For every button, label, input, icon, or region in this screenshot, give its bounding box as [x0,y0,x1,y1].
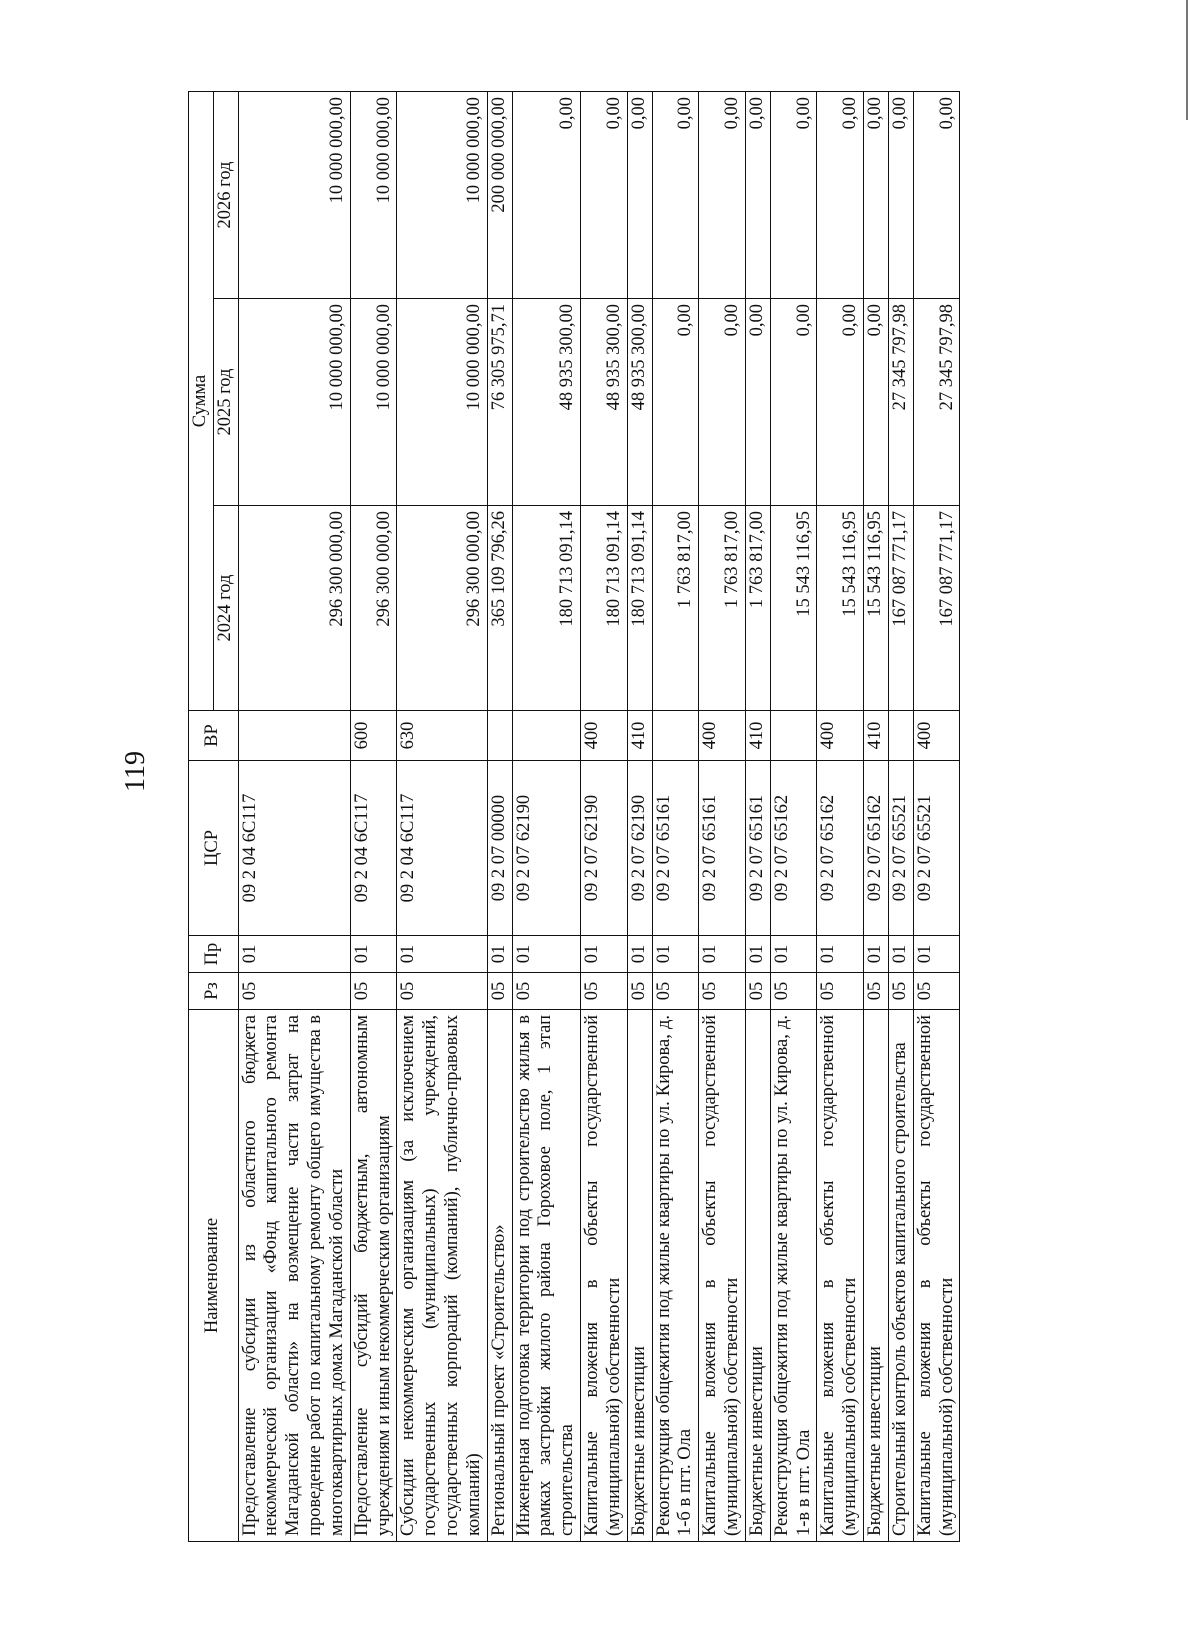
row-csr: 09 2 07 62190 [512,761,580,936]
header-vr: ВР [189,711,239,761]
row-vr: 410 [745,711,770,761]
row-name: Капитальные вложения в объекты государственной (муниципальной) собственности [913,1010,960,1542]
row-2026: 0,00 [913,91,960,298]
row-vr: 400 [699,711,746,761]
header-rz: Рз [189,973,239,1010]
table-row [913,91,960,1541]
table-row [888,91,913,1541]
row-2024: 1 763 817,00 [652,506,699,711]
row-pr: 01 [581,936,628,973]
row-2025: 48 935 300,00 [581,299,628,506]
row-vr: 400 [817,711,864,761]
row-rz: 05 [238,973,350,1010]
row-2025: 0,00 [770,299,817,506]
row-2024: 180 713 091,14 [512,506,580,711]
row-vr: 630 [397,711,487,761]
row-2025: 0,00 [864,299,889,506]
header-sum: Сумма [189,91,214,710]
row-pr: 01 [487,936,512,973]
row-2025: 10 000 000,00 [397,299,487,506]
table-row [864,91,889,1541]
row-vr: 600 [350,711,397,761]
row-csr: 09 2 07 65162 [864,761,889,936]
rotated-table-container [188,92,1200,1542]
row-vr [888,711,913,761]
row-name: Капитальные вложения в объекты государственной (муниципальной) собственности [699,1010,746,1542]
row-2025: 0,00 [699,299,746,506]
header-2026: 2026 год [213,91,238,298]
row-vr [238,711,350,761]
row-2024: 15 543 116,95 [817,506,864,711]
row-2026: 0,00 [888,91,913,298]
row-2024: 167 087 771,17 [888,506,913,711]
row-2025: 0,00 [652,299,699,506]
row-2026: 10 000 000,00 [397,91,487,298]
row-2024: 296 300 000,00 [397,506,487,711]
row-rz: 05 [397,973,487,1010]
row-2024: 180 713 091,14 [581,506,628,711]
row-2025: 48 935 300,00 [627,299,652,506]
row-csr: 09 2 04 6С117 [238,761,350,936]
header-2024: 2024 год [213,506,238,711]
row-rz: 05 [699,973,746,1010]
row-csr: 09 2 07 62190 [627,761,652,936]
row-2024: 1 763 817,00 [699,506,746,711]
row-rz: 05 [652,973,699,1010]
row-name: Субсидии некоммерческим организациям (за исключением государственных (муниципальных) учреждений, государственных корпораций (компаний), публично-правовых компаний) [397,1010,487,1542]
row-name: Бюджетные инвестиции [745,1010,770,1542]
row-2024: 296 300 000,00 [238,506,350,711]
header-name: Наименование [189,1010,239,1542]
budget-table [188,91,960,1542]
row-rz: 05 [888,973,913,1010]
row-2025: 27 345 797,98 [913,299,960,506]
row-vr [512,711,580,761]
table-row [581,91,628,1541]
header-csr: ЦСР [189,761,239,936]
row-pr: 01 [745,936,770,973]
row-csr: 09 2 07 65162 [770,761,817,936]
row-vr [487,711,512,761]
row-pr: 01 [652,936,699,973]
row-name: Инженерная подготовка территории под строительство жилья в рамках застройки жилого района Гороховое поле, 1 этап строительства [512,1010,580,1542]
row-pr: 01 [512,936,580,973]
row-2026: 0,00 [864,91,889,298]
row-2025: 48 935 300,00 [512,299,580,506]
row-pr: 01 [350,936,397,973]
row-name: Предоставление субсидий бюджетным, автономным учреждениям и иным некоммерческим организациям [350,1010,397,1542]
row-2026: 0,00 [627,91,652,298]
row-2025: 0,00 [745,299,770,506]
table-row [350,91,397,1541]
row-name: Реконструкция общежития под жилые квартиры по ул. Кирова, д. 1-в в пгт. Ола [770,1010,817,1542]
row-rz: 05 [770,973,817,1010]
row-rz: 05 [864,973,889,1010]
row-pr: 01 [770,936,817,973]
row-csr: 09 2 07 65161 [699,761,746,936]
row-2026: 10 000 000,00 [350,91,397,298]
row-csr: 09 2 07 00000 [487,761,512,936]
row-vr: 410 [627,711,652,761]
row-name: Бюджетные инвестиции [627,1010,652,1542]
row-2024: 365 109 796,26 [487,506,512,711]
row-2026: 200 000 000,00 [487,91,512,298]
row-2024: 296 300 000,00 [350,506,397,711]
table-row [487,91,512,1541]
row-vr [652,711,699,761]
row-rz: 05 [913,973,960,1010]
row-2025: 27 345 797,98 [888,299,913,506]
row-2026: 0,00 [581,91,628,298]
page-number: 119 [120,751,151,792]
table-row [745,91,770,1541]
row-2026: 10 000 000,00 [238,91,350,298]
row-2024: 15 543 116,95 [864,506,889,711]
row-pr: 01 [913,936,960,973]
row-rz: 05 [817,973,864,1010]
table-row [238,91,350,1541]
table-row [627,91,652,1541]
row-csr: 09 2 07 65521 [913,761,960,936]
header-2025: 2025 год [213,299,238,506]
row-name: Бюджетные инвестиции [864,1010,889,1542]
row-pr: 01 [817,936,864,973]
row-pr: 01 [238,936,350,973]
row-2026: 0,00 [699,91,746,298]
row-vr: 410 [864,711,889,761]
table-row [512,91,580,1541]
row-csr: 09 2 07 65161 [652,761,699,936]
row-2024: 180 713 091,14 [627,506,652,711]
row-2026: 0,00 [745,91,770,298]
row-pr: 01 [699,936,746,973]
row-2024: 167 087 771,17 [913,506,960,711]
row-rz: 05 [745,973,770,1010]
row-vr: 400 [913,711,960,761]
header-row-top [189,91,214,1541]
row-2025: 0,00 [817,299,864,506]
header-pr: Пр [189,936,239,973]
row-name: Капитальные вложения в объекты государственной (муниципальной) собственности [817,1010,864,1542]
table-row [817,91,864,1541]
row-rz: 05 [581,973,628,1010]
table-row [770,91,817,1541]
table-row [699,91,746,1541]
row-pr: 01 [864,936,889,973]
row-2025: 10 000 000,00 [238,299,350,506]
row-2025: 76 305 975,71 [487,299,512,506]
row-2026: 0,00 [652,91,699,298]
table-row [397,91,487,1541]
row-rz: 05 [512,973,580,1010]
row-2026: 0,00 [512,91,580,298]
row-vr [770,711,817,761]
row-pr: 01 [397,936,487,973]
row-2024: 1 763 817,00 [745,506,770,711]
row-name: Региональный проект «Строительство» [487,1010,512,1542]
table-row [652,91,699,1541]
row-csr: 09 2 07 65162 [817,761,864,936]
row-csr: 09 2 07 62190 [581,761,628,936]
row-name: Реконструкция общежития под жилые квартиры по ул. Кирова, д. 1-б в пгт. Ола [652,1010,699,1542]
row-pr: 01 [627,936,652,973]
row-name: Предоставление субсидии из областного бюджета некоммерческой организации «Фонд капитального ремонта Магаданской области» на возмещение части затрат на проведение работ по капитальному ремонту общего имущества в многоквартирных домах Магаданской области [238,1010,350,1542]
row-rz: 05 [627,973,652,1010]
row-pr: 01 [888,936,913,973]
row-rz: 05 [487,973,512,1010]
row-2026: 0,00 [770,91,817,298]
row-csr: 09 2 07 65521 [888,761,913,936]
row-name: Капитальные вложения в объекты государственной (муниципальной) собственности [581,1010,628,1542]
row-rz: 05 [350,973,397,1010]
row-vr: 400 [581,711,628,761]
row-2024: 15 543 116,95 [770,506,817,711]
row-csr: 09 2 04 6С117 [397,761,487,936]
row-2025: 10 000 000,00 [350,299,397,506]
row-2026: 0,00 [817,91,864,298]
row-csr: 09 2 04 6С117 [350,761,397,936]
row-csr: 09 2 07 65161 [745,761,770,936]
row-name: Строительный контроль объектов капитального строительства [888,1010,913,1542]
